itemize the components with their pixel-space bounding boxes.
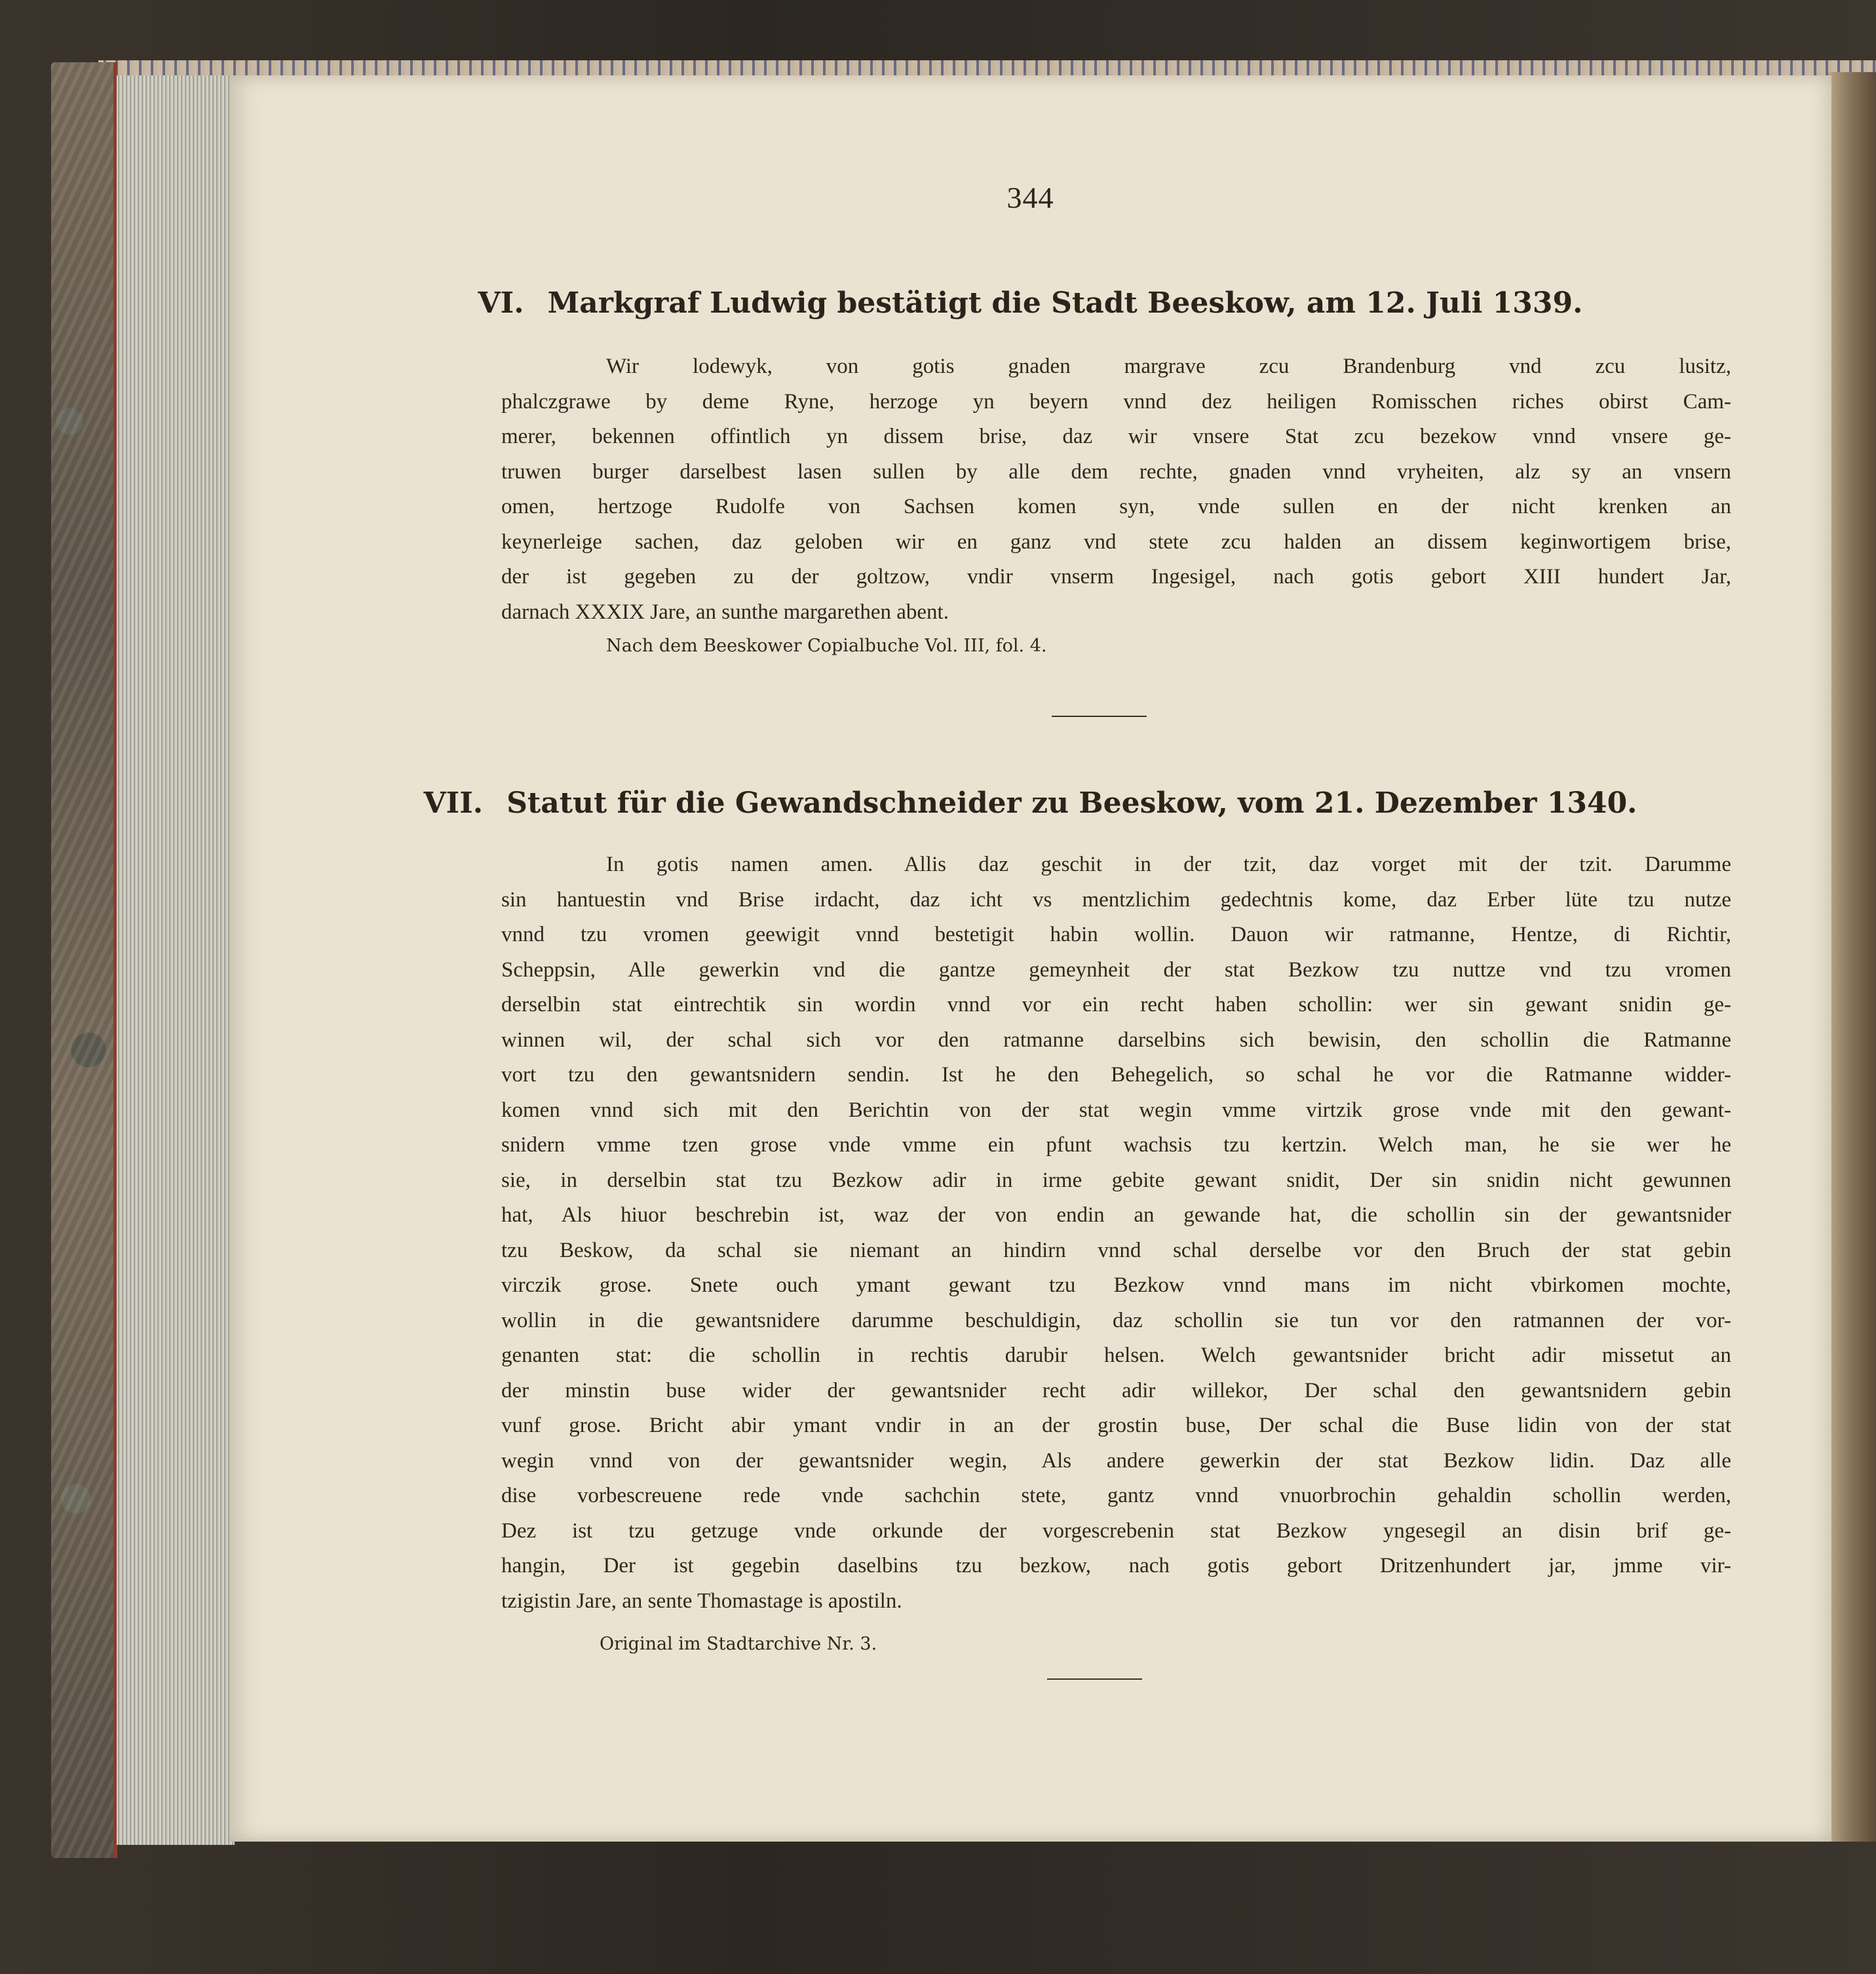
text-line: vort tzu den gewantsnidern sendin. Ist he den Behegelich, so schal he vor die Ratmanne widder- (501, 1063, 1731, 1087)
text-line: winnen wil, der schal sich vor den ratmanne darselbins sich bewisin, den schollin die Ratmanne (501, 1028, 1731, 1052)
text-line: tzigistin Jare, an sente Thomastage is apostiln. (501, 1589, 902, 1613)
section-numeral: VII. (423, 786, 484, 820)
right-page-edge (1828, 72, 1876, 1842)
text-line: Dez ist tzu getzuge vnde orkunde der vorgescrebenin stat Bezkow yngesegil an disin brif ge- (501, 1519, 1731, 1543)
text-line: hat, Als hiuor beschrebin ist, waz der von endin an gewande hat, die schollin sin der gewantsnider (501, 1203, 1731, 1227)
text-line: genanten stat: die schollin in rechtis darubir helsen. Welch gewantsnider bricht adir missetut an (501, 1344, 1731, 1367)
section-body-vii (501, 847, 1731, 1619)
text-line: keynerleige sachen, daz geloben wir en ganz vnd stete zcu halden an dissem keginwortigem brise, (501, 530, 1731, 554)
text-line: merer, bekennen offintlich yn dissem brise, daz wir vnsere Stat zcu bezekow vnnd vnsere ge- (501, 425, 1731, 448)
text-line: Wir lodewyk, von gotis gnaden margrave zcu Brandenburg vnd zcu lusitz, (606, 355, 1731, 378)
text-line: virczik grose. Snete ouch ymant gewant tzu Bezkow vnnd mans im nicht vbirkomen mochte, (501, 1273, 1731, 1297)
section-divider (1052, 716, 1147, 717)
source-note: Nach dem Beeskower Copialbuche Vol. III, fol. 4. (606, 636, 1047, 656)
section-numeral: VI. (478, 286, 524, 320)
text-line: tzu Beskow, da schal sie niemant an hindirn vnnd schal derselbe vor den Bruch der stat gebin (501, 1238, 1731, 1262)
text-line: phalczgrawe by deme Ryne, herzoge yn beyern vnnd dez heiligen Romisschen riches obirst Cam- (501, 389, 1731, 414)
text-line: der ist gegeben zu der goltzow, vndir vnserm Ingesigel, nach gotis gebort XIII hundert Jar, (501, 565, 1731, 589)
text-line: In gotis namen amen. Allis daz geschit in der tzit, daz vorget mit der tzit. Darumme (606, 853, 1731, 876)
text-line: dise vorbescreuene rede vnde sachchin stete, gantz vnnd vnuorbrochin gehaldin schollin werden, (501, 1484, 1731, 1507)
marbled-cover (51, 62, 117, 1858)
text-line: snidern vmme tzen grose vnde vmme ein pfunt wachsis tzu kertzin. Welch man, he sie wer he (501, 1133, 1731, 1157)
text-line: sin hantuestin vnd Brise irdacht, daz icht vs mentzlichim gedechtnis kome, daz Erber lüte tzu nutze (501, 887, 1731, 912)
text-line: komen vnnd sich mit den Berichtin von der stat wegin vmme virtzik grose vnde mit den gewant- (501, 1098, 1731, 1122)
text-line: der minstin buse wider der gewantsnider recht adir willekor, Der schal den gewantsnidern gebin (501, 1378, 1731, 1403)
section-heading-vii (229, 786, 1831, 820)
source-note: Original im Stadtarchive Nr. 3. (600, 1634, 877, 1654)
text-line: darnach XXXIX Jare, an sunthe margarethen abent. (501, 600, 949, 624)
text-line: derselbin stat eintrechtik sin wordin vnnd vor ein recht haben schollin: wer sin gewant snidin ge- (501, 993, 1731, 1016)
page-stack-edge (117, 75, 235, 1845)
text-line: vunf grose. Bricht abir ymant vndir in an der grostin buse, Der schal die Buse lidin von der stat (501, 1414, 1731, 1437)
text-line: hangin, Der ist gegebin daselbins tzu bezkow, nach gotis gebort Dritzenhundert jar, jmme vir- (501, 1554, 1731, 1577)
text-line: vnnd tzu vromen geewigit vnnd bestetigit habin wollin. Dauon wir ratmanne, Hentze, di Richtir, (501, 923, 1731, 946)
section-title: Markgraf Ludwig bestätigt die Stadt Beeskow, am 12. Juli 1339. (547, 286, 1583, 320)
section-heading-vi (229, 286, 1831, 320)
text-line: omen, hertzoge Rudolfe von Sachsen komen syn, vnde sullen en der nicht krenken an (501, 495, 1731, 518)
text-line: Scheppsin, Alle gewerkin vnd die gantze gemeynheit der stat Bezkow tzu nuttze vnd tzu vromen (501, 958, 1731, 982)
section-title: Statut für die Gewandschneider zu Beeskow, vom 21. Dezember 1340. (507, 786, 1637, 820)
page-number: 344 (1006, 181, 1054, 214)
text-line: wollin in die gewantsnidere darumme beschuldigin, daz schollin sie tun vor den ratmannen der vor- (501, 1308, 1731, 1332)
document-page (229, 75, 1831, 1842)
text-line: sie, in derselbin stat tzu Bezkow adir in irme gebite gewant snidit, Der sin snidin nicht gewunnen (501, 1168, 1731, 1192)
section-divider (1047, 1678, 1142, 1680)
text-line: wegin vnnd von der gewantsnider wegin, Als andere gewerkin der stat Bezkow lidin. Daz alle (501, 1448, 1731, 1473)
text-line: truwen burger darselbest lasen sullen by alle dem rechte, gnaden vnnd vryheiten, alz sy an vnsern (501, 459, 1731, 484)
section-body-vi (501, 349, 1731, 630)
